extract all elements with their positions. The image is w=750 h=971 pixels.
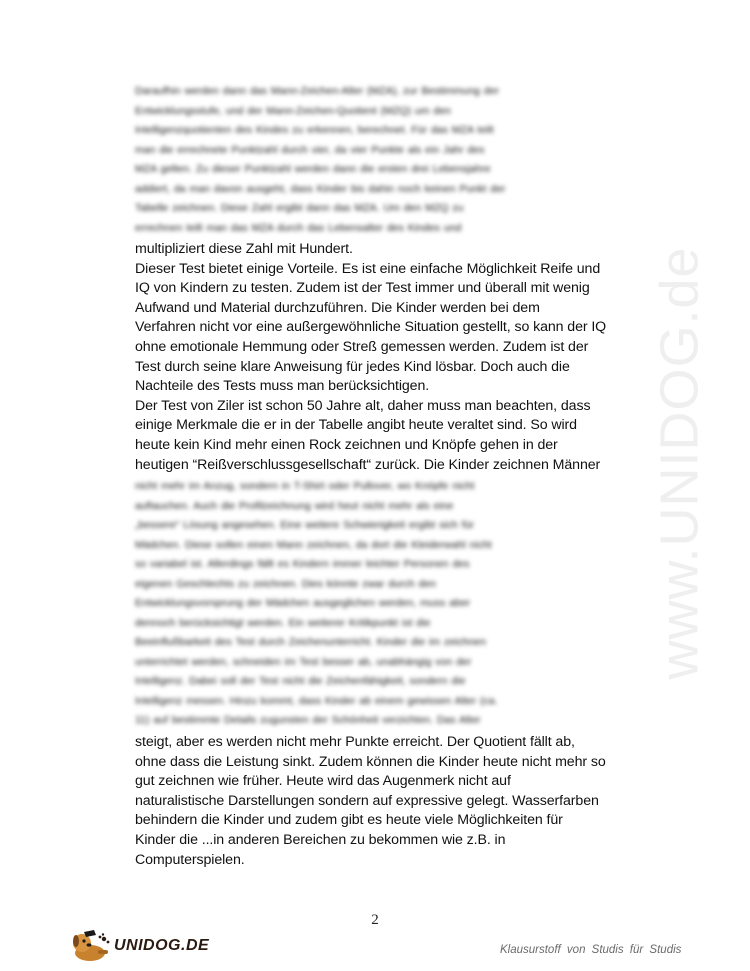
text-line: Beeinflußbarkeit des Test durch Zeichenunterricht. Kinder die im zeichnen [135, 636, 486, 648]
text-line: Aufwand und Material durchzuführen. Die Kinder werden bei dem [135, 299, 540, 316]
text-line: Intelligenz. Dabei soll der Test nicht die Zeichenfähigkeit, sondern die [135, 675, 466, 687]
unidog-logo [68, 928, 209, 964]
text-line: steigt, aber es werden nicht mehr Punkte erreicht. Der Quotient fällt ab, [135, 734, 575, 750]
text-line: auftauchen. Auch die Profilzeichnung wird heut nicht mehr als eine [135, 499, 454, 512]
text-line: Intelligenz messen. Hinzu kommt, dass Kinder ab einem gewissen Alter (ca. [135, 694, 498, 707]
watermark [650, 248, 710, 678]
text-line: Intelligenzquotienten des Kindes zu erkennen, berechnet. Für das MZA teilt [135, 124, 494, 136]
text-line: heute kein Kind mehr einen Rock zeichnen und Knöpfe gehen in der [135, 436, 558, 453]
dog-mascot-icon [68, 928, 112, 964]
text-line: eigenen Geschlechts zu zeichnen. Dies könnte zwar durch den [135, 577, 437, 590]
readable-text-bottom [135, 733, 645, 870]
watermark-text: www.UNIDOG.de [650, 246, 710, 680]
text-line: Entwicklungsvorsprung der Mädchen ausgeglichen werden, muss aber [135, 597, 471, 609]
text-line: addiert, da man davon ausgeht, dass Kinder bis dahin noch keinen Punkt der [135, 182, 506, 195]
text-line: MZA gelten. Zu dieser Punktzahl werden dann die ersten drei Lebensjahre [135, 163, 491, 175]
text-line: ohne emotionale Hemmung oder Streß gemessen werden. Zudem ist der [135, 338, 589, 355]
text-line: Mädchen. Diese sollen einen Mann zeichnen, da dort die Kleiderwahl nicht [135, 538, 492, 551]
text-line: „bessere“ Lösung angesehen. Eine weitere Schwierigkeit ergibt sich für [135, 519, 474, 531]
text-line: Test durch seine klare Anweisung für jedes Kind lösbar. Doch auch die [135, 358, 570, 375]
text-line: Tabelle zeichnen. Diese Zahl ergibt dann das MZA. Um den MZQ zu [135, 202, 464, 214]
blurred-text-middle [135, 477, 635, 731]
text-line: so variabel ist. Allerdings fällt es Kindern immer leichter Personen des [135, 558, 470, 570]
readable-text-top [135, 240, 645, 475]
text-line: dennoch berücksichtigt werden. Ein weiterer Kritikpunkt ist die [135, 616, 431, 629]
text-line: einige Merkmale die er in der Tabelle angibt heute veraltet sind. So wird [135, 417, 577, 434]
page-number: 2 [371, 912, 379, 928]
text-line: nicht mehr im Anzug, sondern in T-Shirt oder Pullover, wo Knöpfe nicht [135, 480, 475, 492]
text-line: IQ von Kindern zu testen. Zudem ist der Test immer und überall mit wenig [135, 280, 590, 297]
text-line: naturalistische Darstellungen sondern auf expressive gelegt. Wasserfarben [135, 792, 599, 809]
text-line: errechnen teilt man das MZA durch das Lebensalter des Kindes und [135, 221, 462, 234]
text-line: Nachteile des Tests muss man berücksichtigen. [135, 378, 430, 395]
text-line: Daraufhin werden dann das Mann-Zeichen-Alter (MZA), zur Bestimmung der [135, 85, 499, 97]
text-line: gut zeichnen wie früher. Heute wird das Augenmerk nicht auf [135, 773, 511, 790]
text-line: Dieser Test bietet einige Vorteile. Es ist eine einfache Möglichkeit Reife und [135, 260, 601, 277]
text-line: Entwicklungsstufe, und der Mann-Zeichen-Quotient (MZQ) um den [135, 104, 451, 117]
text-line: Computerspielen. [135, 851, 245, 868]
text-line: Der Test von Ziler ist schon 50 Jahre alt, daher muss man beachten, dass [135, 397, 591, 414]
blurred-text-top [135, 82, 635, 238]
logo-wordmark: UNIDOG.DE [114, 937, 210, 954]
text-line: man die errechnete Punktzahl durch vier, da vier Punkte als ein Jahr des [135, 143, 485, 156]
text-line: Kinder die ...in anderen Bereichen zu bekommen wie z.B. in [135, 831, 506, 848]
text-line: heutigen “Reißverschlussgesellschaft“ zurück. Die Kinder zeichnen Männer [135, 456, 601, 473]
text-line: behindern die Kinder und zudem gibt es heute viele Möglichkeiten für [135, 812, 563, 829]
text-line: Verfahren nicht vor eine außergewöhnliche Situation gestellt, so kann der IQ [135, 319, 607, 336]
footer-slogan: Klausurstoff von Studis für Studis [500, 944, 682, 956]
text-line: multipliziert diese Zahl mit Hundert. [135, 241, 353, 257]
text-line: unterrichtet werden, schneiden im Test besser ab, unabhängig von der [135, 655, 472, 668]
text-line: 11) auf bestimmte Details zugunsten der Schönheit verzichten. Das Alter [135, 714, 481, 726]
text-line: ohne dass die Leistung sinkt. Zudem können die Kinder heute nicht mehr so [135, 753, 606, 770]
